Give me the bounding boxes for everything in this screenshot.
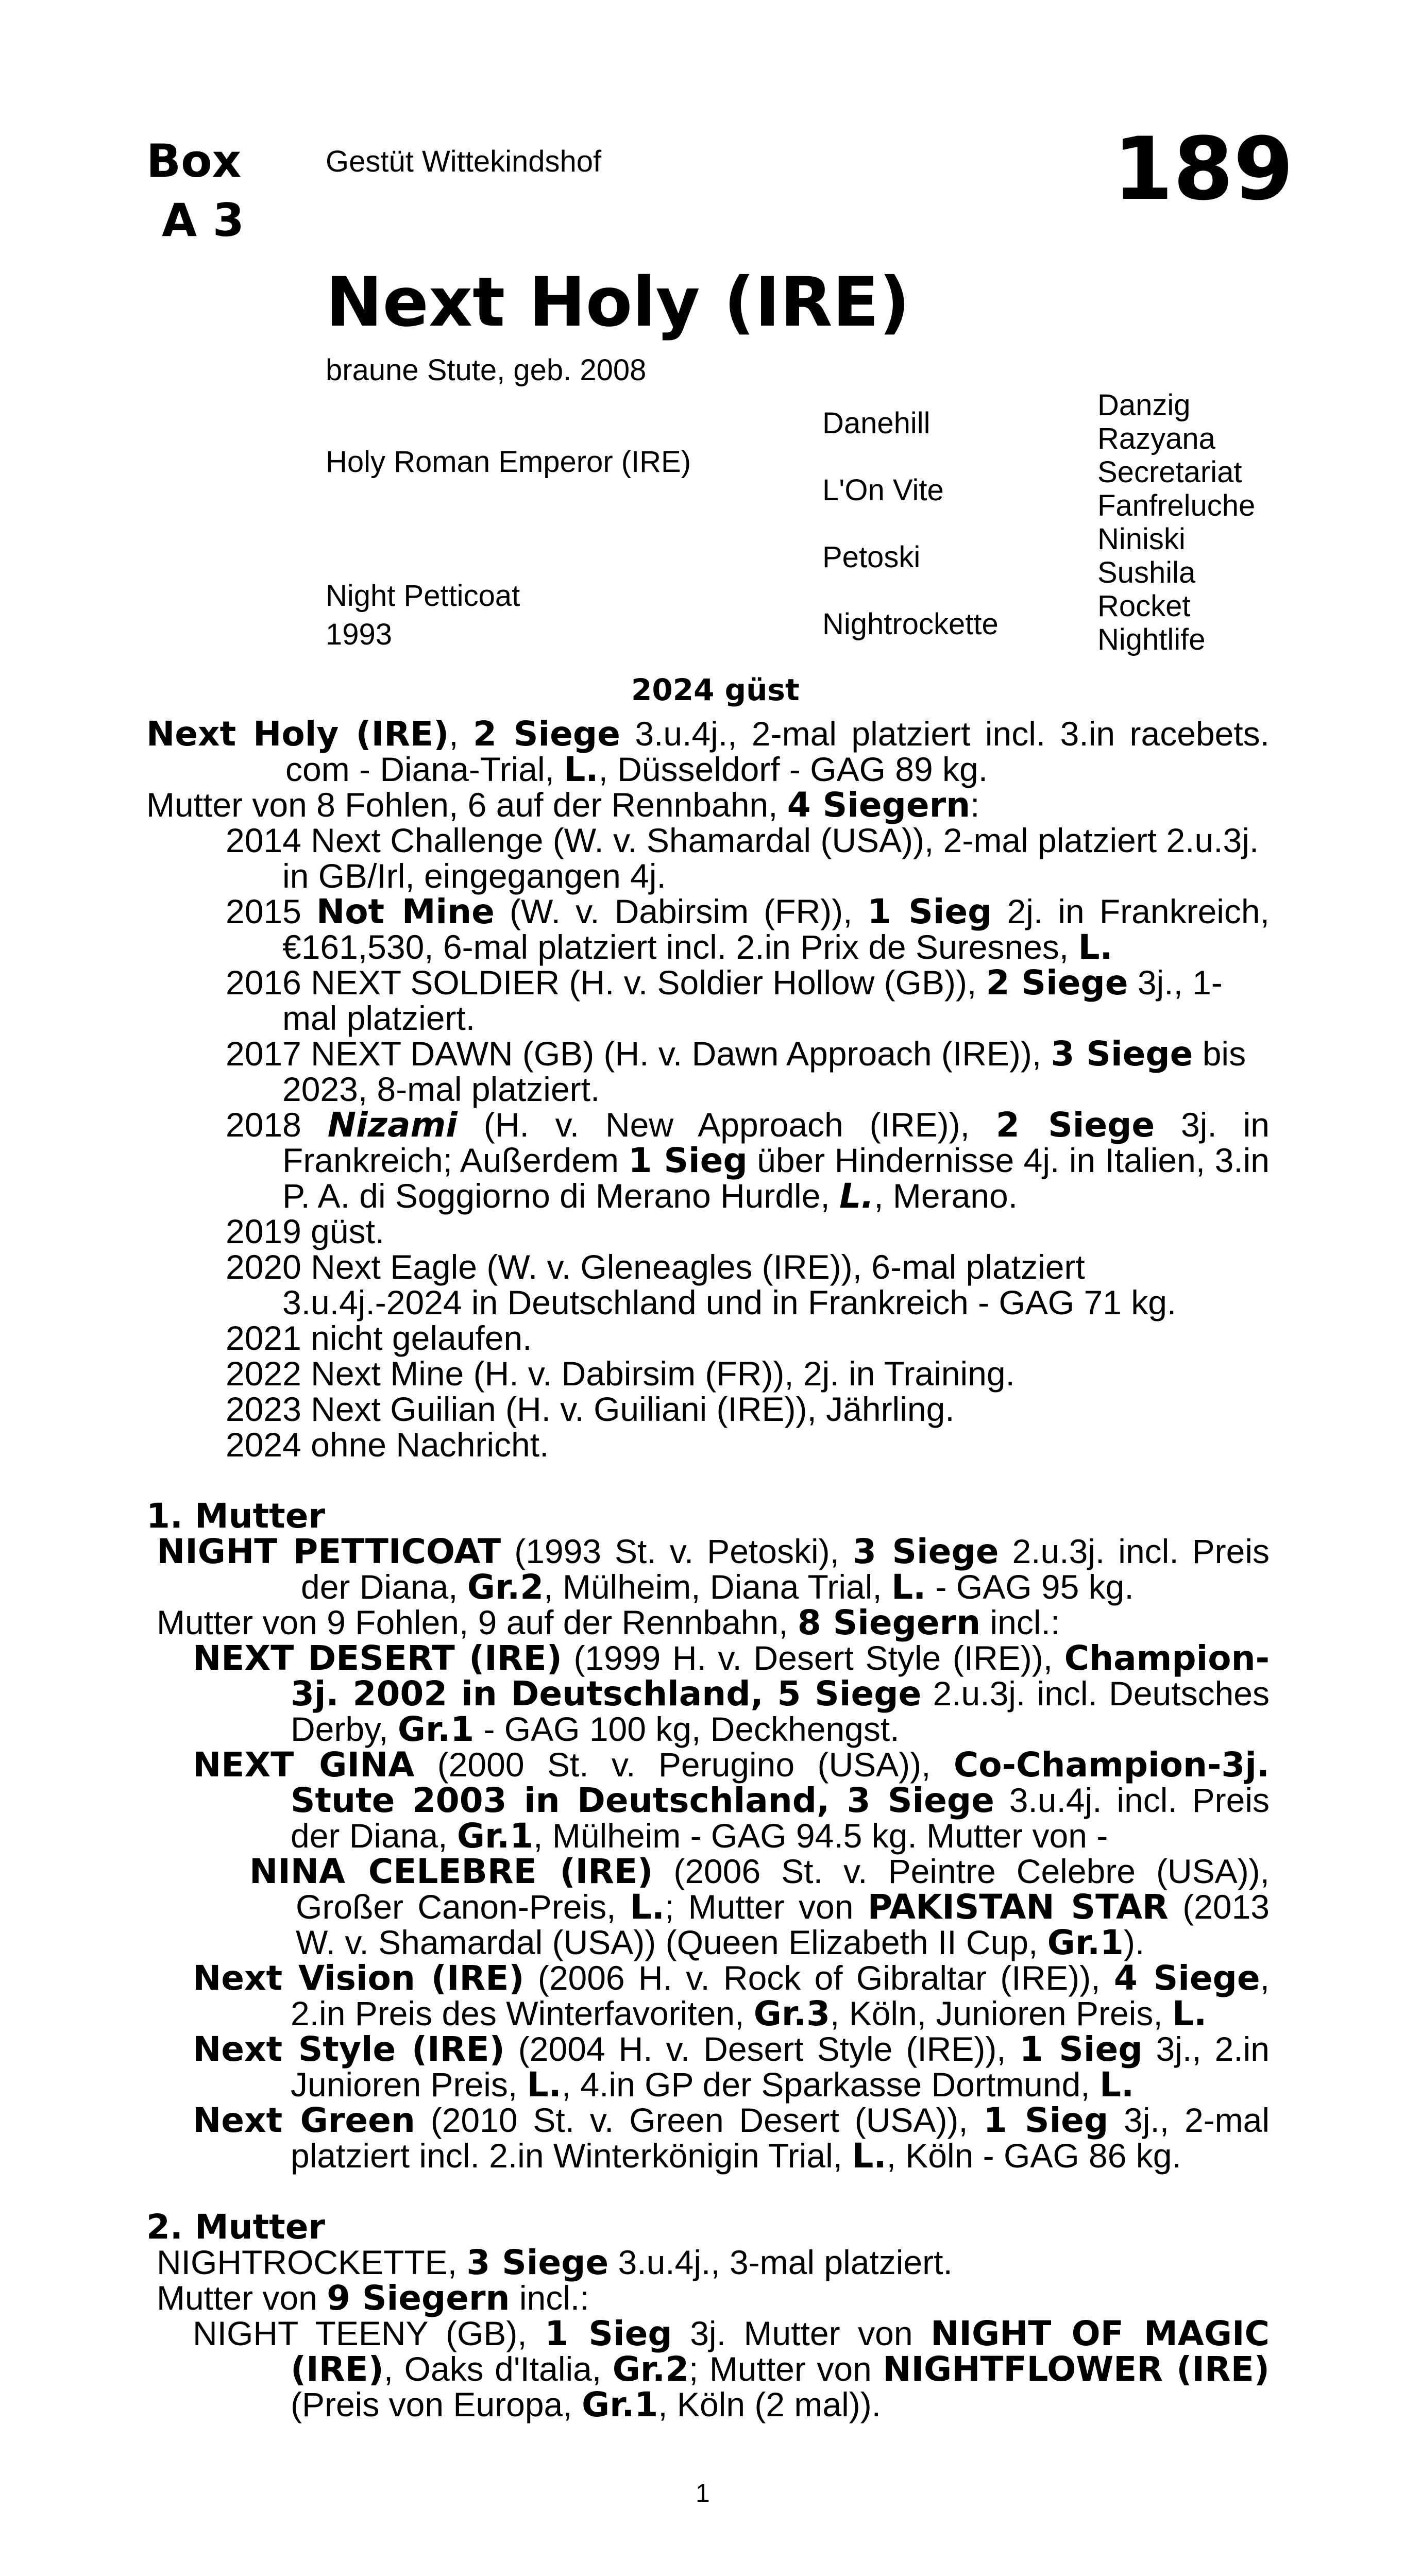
produce-nina-celebre: NINA CELEBRE (IRE) (2006 St. v. Peintre Celebre (USA)), Großer Canon-Preis, L.; Mutter von PAKISTAN STAR (2013 W. v. Shamardal (USA)) (Queen Elizabeth II Cup, Gr.1). bbox=[249, 1852, 1270, 1962]
pedigree-ggp-3: Secretariat bbox=[1097, 455, 1242, 489]
produce-summary: Mutter von 8 Fohlen, 6 auf der Rennbahn, 4 Siegern: bbox=[146, 785, 980, 825]
consignor: Gestüt Wittekindshof bbox=[326, 145, 602, 178]
pedigree-sire-dam: L'On Vite bbox=[822, 473, 944, 507]
pedigree-ggp-4: Fanfreluche bbox=[1097, 489, 1256, 522]
pedigree-ggp-1: Danzig bbox=[1097, 388, 1191, 422]
pedigree-dam-year: 1993 bbox=[326, 618, 393, 651]
page-number: 1 bbox=[696, 2479, 710, 2507]
lot-number: 189 bbox=[1113, 118, 1294, 219]
pedigree-dam: Night Petticoat bbox=[326, 579, 520, 613]
foal-2024: 2024 ohne Nachricht. bbox=[226, 1426, 549, 1464]
foal-2022: 2022 Next Mine (H. v. Dabirsim (FR)), 2j. in Training. bbox=[226, 1354, 1015, 1393]
foal-2020: 2020 Next Eagle (W. v. Gleneagles (IRE)), 6-mal platziert 3.u.4j.-2024 in Deutschland und in Frankreich - GAG 71 kg. bbox=[226, 1248, 1177, 1321]
produce-next-green: Next Green (2010 St. v. Green Desert (USA)), 1 Sieg 3j., 2-mal platziert incl. 2.in Winterkönigin Trial, L., Köln - GAG 86 kg. bbox=[193, 2100, 1270, 2176]
foal-2018: 2018 Nizami (H. v. New Approach (IRE)), 2 Siege 3j. in Frankreich; Außerdem 1 Sieg über Hindernisse 4j. in Italien, 3.in P. A. di Soggiorno di Merano Hurdle, L., Merano. bbox=[226, 1105, 1270, 1216]
cover-status: 2024 güst bbox=[631, 672, 800, 707]
second-dam-record: NIGHTROCKETTE, 3 Siege 3.u.4j., 3-mal platziert. bbox=[157, 2243, 953, 2282]
first-dam-record: NIGHT PETTICOAT (1993 St. v. Petoski), 3 Siege 2.u.3j. incl. Preis der Diana, Gr.2, Mülheim, Diana Trial, L. - GAG 95 kg. bbox=[157, 1532, 1270, 1607]
horse-record: Next Holy (IRE), 2 Siege 3.u.4j., 2-mal platziert incl. 3.in racebets. com - Diana-Trial, L., Düsseldorf - GAG 89 kg. bbox=[146, 714, 1270, 789]
foal-2016: 2016 NEXT SOLDIER (H. v. Soldier Hollow (GB)), 2 Siege 3j., 1-mal platziert. bbox=[226, 963, 1223, 1037]
pedigree-ggp-2: Razyana bbox=[1097, 422, 1215, 455]
pedigree-sire: Holy Roman Emperor (IRE) bbox=[326, 445, 691, 479]
horse-name: Next Holy (IRE) bbox=[326, 263, 910, 342]
horse-description: braune Stute, geb. 2008 bbox=[326, 353, 647, 387]
pedigree-ggp-6: Sushila bbox=[1097, 556, 1196, 589]
pedigree-sire-sire: Danehill bbox=[822, 406, 931, 440]
produce-next-gina: NEXT GINA (2000 St. v. Perugino (USA)), Co-Champion-3j. Stute 2003 in Deutschland, 3 Siege 3.u.4j. incl. Preis der Diana, Gr.1, Mülheim - GAG 94.5 kg. Mutter von - bbox=[193, 1745, 1270, 1856]
produce-next-desert: NEXT DESERT (IRE) (1999 H. v. Desert Style (IRE)), Champion-3j. 2002 in Deutschland, 5 Siege 2.u.3j. incl. Deutsches Derby, Gr.1 - GAG 100 kg, Deckhengst. bbox=[193, 1638, 1270, 1749]
pedigree-ggp-8: Nightlife bbox=[1097, 623, 1206, 656]
first-dam-heading: 1. Mutter bbox=[146, 1496, 326, 1536]
box-number: A 3 bbox=[162, 194, 244, 247]
first-dam-produce: Mutter von 9 Fohlen, 9 auf der Rennbahn, 8 Siegern incl.: bbox=[157, 1603, 1060, 1642]
foal-2019: 2019 güst. bbox=[226, 1212, 385, 1250]
second-dam-produce: Mutter von 9 Siegern incl.: bbox=[157, 2278, 589, 2318]
second-dam-heading: 2. Mutter bbox=[146, 2207, 326, 2247]
box-label: Box bbox=[146, 134, 242, 188]
produce-next-style: Next Style (IRE) (2004 H. v. Desert Style (IRE)), 1 Sieg 3j., 2.in Junioren Preis, L., 4.in GP der Sparkasse Dortmund, L. bbox=[193, 2029, 1270, 2105]
produce-night-teeny: NIGHT TEENY (GB), 1 Sieg 3j. Mutter von NIGHT OF MAGIC (IRE), Oaks d'Italia, Gr.2; Mutter von NIGHTFLOWER (IRE) (Preis von Europa, Gr.1, Köln (2 mal)). bbox=[193, 2314, 1270, 2425]
pedigree-ggp-5: Niniski bbox=[1097, 522, 1186, 556]
produce-next-vision: Next Vision (IRE) (2006 H. v. Rock of Gibraltar (IRE)), 4 Siege, 2.in Preis des Winterfavoriten, Gr.3, Köln, Junioren Preis, L. bbox=[193, 1958, 1270, 2033]
pedigree-ggp-7: Rocket bbox=[1097, 589, 1191, 623]
pedigree-dam-sire: Petoski bbox=[822, 540, 921, 574]
foal-2017: 2017 NEXT DAWN (GB) (H. v. Dawn Approach (IRE)), 3 Siege bis 2023, 8-mal platziert. bbox=[226, 1034, 1246, 1108]
foal-2021: 2021 nicht gelaufen. bbox=[226, 1319, 532, 1357]
foal-2014: 2014 Next Challenge (W. v. Shamardal (USA)), 2-mal platziert 2.u.3j. in GB/Irl, eingegangen 4j. bbox=[226, 821, 1259, 895]
pedigree-dam-dam: Nightrockette bbox=[822, 607, 999, 641]
body-text bbox=[146, 714, 1270, 2425]
foal-2015: 2015 Not Mine (W. v. Dabirsim (FR)), 1 Sieg 2j. in Frankreich, €161,530, 6-mal platziert incl. 2.in Prix de Suresnes, L. bbox=[226, 892, 1270, 967]
foal-2023: 2023 Next Guilian (H. v. Guiliani (IRE)), Jährling. bbox=[226, 1390, 955, 1428]
